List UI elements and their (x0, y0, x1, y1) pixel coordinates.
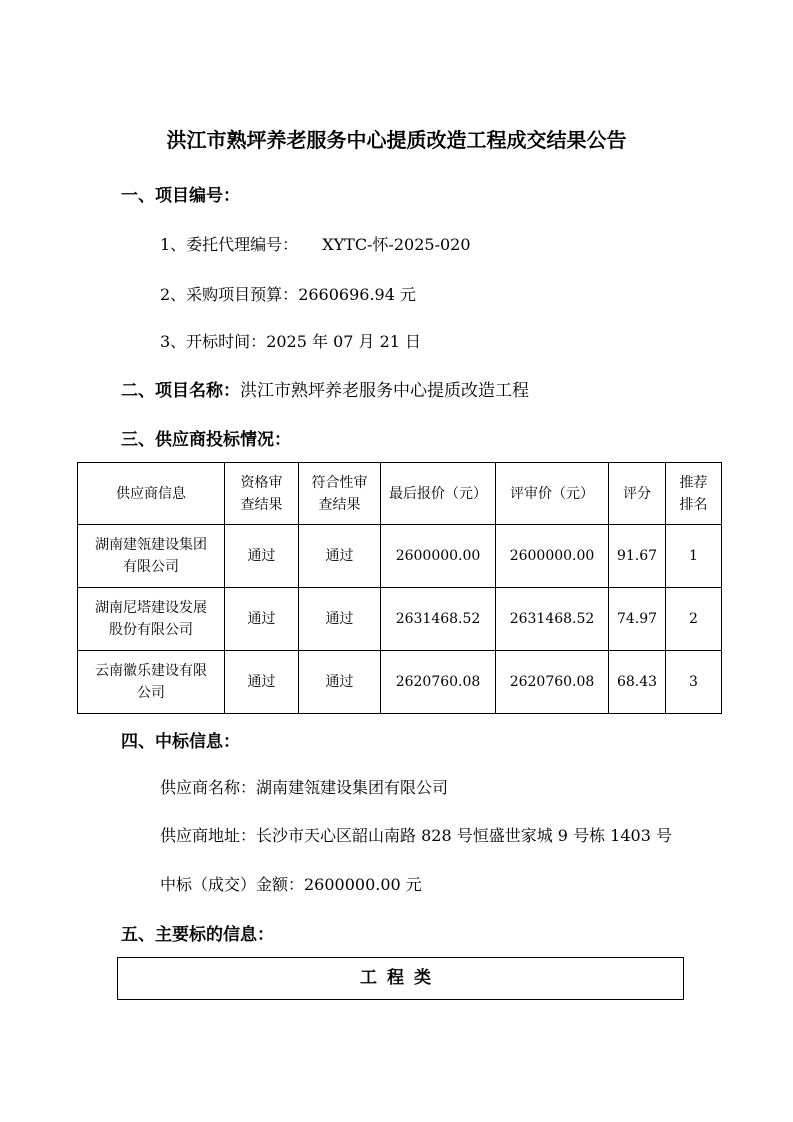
cell-supplier: 湖南建瓴建设集团 有限公司 (78, 525, 225, 588)
section4-heading: 四、中标信息： (121, 732, 240, 752)
section2-heading: 二、项目名称： (121, 381, 240, 401)
cell-rank: 2 (666, 588, 722, 651)
budget-value: 2660696.94 元 (298, 285, 416, 304)
cell-score: 91.67 (609, 525, 666, 588)
cell-final-quote: 2600000.00 (381, 525, 496, 588)
cell-supplier: 云南徽乐建设有限 公司 (78, 651, 225, 714)
cell-review-price: 2631468.52 (496, 588, 609, 651)
section2-line (121, 376, 529, 401)
cell-final-quote: 2631468.52 (381, 588, 496, 651)
header-rank: 推荐 排名 (666, 463, 722, 525)
budget-label: 2、采购项目预算： (160, 285, 299, 304)
cell-qualification: 通过 (225, 651, 299, 714)
page-title: 洪江市熟坪养老服务中心提质改造工程成交结果公告 (166, 128, 627, 152)
cell-rank: 1 (666, 525, 722, 588)
subject-category-box (117, 957, 684, 1000)
opening-time-label: 3、开标时间： (160, 332, 267, 351)
table-header-row (78, 463, 722, 525)
cell-supplier: 湖南尼塔建设发展 股份有限公司 (78, 588, 225, 651)
header-review-price: 评审价（元） (496, 463, 609, 525)
section1-heading: 一、项目编号： (121, 186, 240, 206)
cell-compliance: 通过 (299, 651, 381, 714)
project-name: 洪江市熟坪养老服务中心提质改造工程 (240, 381, 529, 401)
opening-time-value: 2025 年 07 月 21 日 (266, 332, 422, 351)
table-row (78, 651, 722, 714)
header-supplier: 供应商信息 (78, 463, 225, 525)
section5-heading: 五、主要标的信息： (121, 925, 274, 945)
opening-time-line (160, 329, 421, 352)
budget-line (160, 282, 416, 305)
entrust-code-value: XYTC-怀-2025-020 (322, 235, 471, 254)
section3-heading: 三、供应商投标情况： (121, 430, 291, 450)
cell-review-price: 2600000.00 (496, 525, 609, 588)
subject-category: 工程类 (360, 968, 441, 988)
cell-qualification: 通过 (225, 525, 299, 588)
bids-table (77, 462, 722, 714)
entrust-code-line (160, 232, 471, 255)
cell-score: 68.43 (609, 651, 666, 714)
header-qualification: 资格审 查结果 (225, 463, 299, 525)
winner-supplier-name: 供应商名称：湖南建瓴建设集团有限公司 (160, 778, 449, 797)
winning-amount: 中标（成交）金额：2600000.00 元 (160, 875, 422, 894)
cell-compliance: 通过 (299, 525, 381, 588)
cell-compliance: 通过 (299, 588, 381, 651)
cell-qualification: 通过 (225, 588, 299, 651)
cell-score: 74.97 (609, 588, 666, 651)
cell-review-price: 2620760.08 (496, 651, 609, 714)
table-row (78, 525, 722, 588)
header-compliance: 符合性审 查结果 (299, 463, 381, 525)
header-final-quote: 最后报价（元） (381, 463, 496, 525)
winner-supplier-address: 供应商地址：长沙市天心区韶山南路 828 号恒盛世家城 9 号栋 1403 号 (160, 826, 672, 845)
cell-final-quote: 2620760.08 (381, 651, 496, 714)
table-row (78, 588, 722, 651)
cell-rank: 3 (666, 651, 722, 714)
header-score: 评分 (609, 463, 666, 525)
entrust-code-label: 1、委托代理编号： (160, 235, 299, 254)
